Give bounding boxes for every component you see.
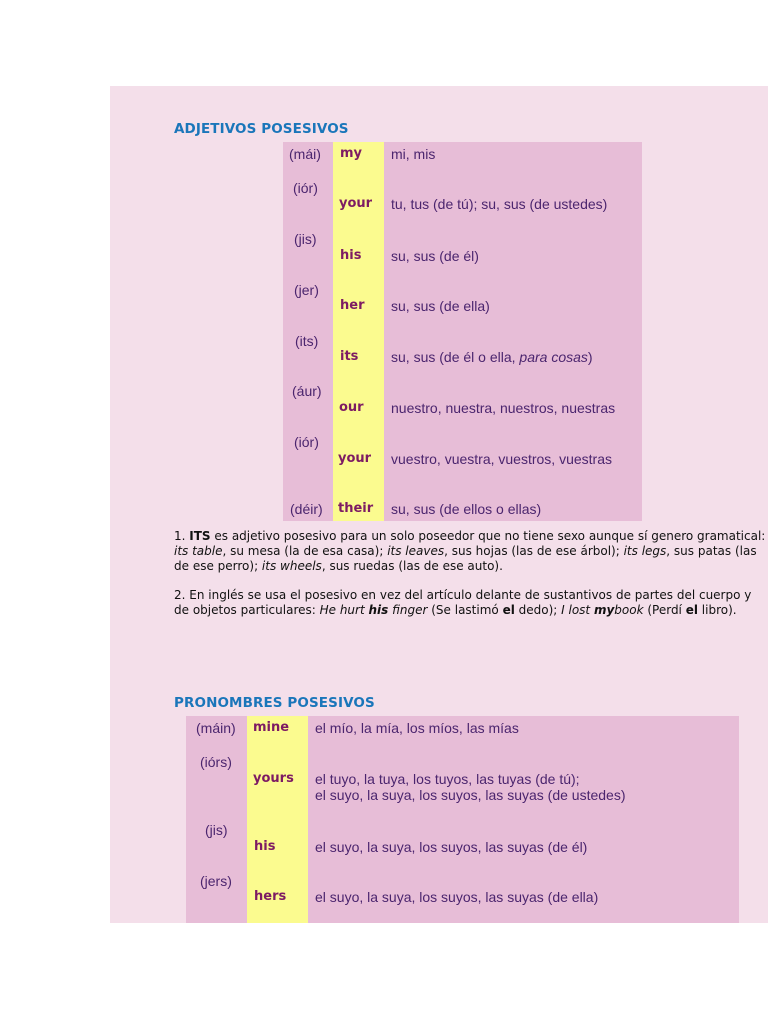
english-word: your	[338, 451, 372, 466]
spanish-meaning: el mío, la mía, los míos, las mías	[315, 720, 519, 736]
adjectives-pron-column	[283, 142, 333, 521]
note-body-parts: 2. En inglés se usa el posesivo en vez del artículo delante de sustantivos de partes del cuerpo y de objetos particulares: He hurt his finger (Se lastimó el dedo); I lost mybook (Perdí el libro).	[174, 588, 752, 617]
pronouns-pron-column	[186, 716, 247, 923]
english-word: my	[340, 146, 363, 161]
english-word: his	[254, 839, 276, 854]
spanish-meaning: el suyo, la suya, los suyos, las suyas (de ella)	[315, 889, 599, 905]
spanish-meaning: mi, mis	[391, 146, 436, 162]
spanish-meaning: vuestro, vuestra, vuestros, vuestras	[391, 451, 612, 467]
pronunciation: (jers)	[200, 873, 232, 889]
pronunciation: (mái)	[289, 146, 321, 162]
spanish-meaning: su, sus (de él)	[391, 248, 479, 264]
pronunciation: (jer)	[294, 282, 319, 298]
spanish-meaning: su, sus (de ella)	[391, 298, 490, 314]
spanish-meaning: nuestro, nuestra, nuestros, nuestras	[391, 400, 616, 416]
english-word: our	[339, 400, 364, 415]
pronunciation: (máin)	[196, 720, 236, 736]
adjectives-title: ADJETIVOS POSESIVOS	[174, 121, 349, 137]
pronunciation: (déir)	[290, 501, 323, 517]
english-word: mine	[253, 720, 290, 735]
spanish-meaning: tu, tus (de tú); su, sus (de ustedes)	[391, 196, 608, 212]
pronunciation: (its)	[295, 333, 319, 349]
pronunciation: (iór)	[293, 180, 318, 196]
spanish-meaning: su, sus (de ellos o ellas)	[391, 501, 542, 517]
pronunciation: (iórs)	[200, 754, 232, 770]
pronunciation: (jis)	[205, 822, 228, 838]
english-word: his	[340, 248, 362, 263]
spanish-meaning-line2: el suyo, la suya, los suyos, las suyas (de ustedes)	[315, 787, 626, 803]
note-its: 1. ITS es adjetivo posesivo para un solo poseedor que no tiene sexo aunque sí genero gramatical: its table, su mesa (la de esa casa); its leaves, sus hojas (las de ese árbol); its legs, sus patas (las de ese perro); its wheels, sus ruedas (las de ese auto).	[174, 529, 766, 573]
spanish-meaning: el suyo, la suya, los suyos, las suyas (de él)	[315, 839, 588, 855]
english-word: her	[340, 298, 365, 313]
spanish-meaning: su, sus (de él o ella, para cosas)	[391, 349, 593, 365]
english-word: hers	[254, 889, 287, 904]
english-word: your	[339, 196, 373, 211]
english-word: yours	[253, 771, 294, 786]
english-word: their	[338, 501, 374, 516]
english-word: its	[340, 349, 359, 364]
pronouns-title: PRONOMBRES POSESIVOS	[174, 695, 375, 711]
pronunciation: (jis)	[294, 231, 317, 247]
pronunciation: (iór)	[294, 434, 319, 450]
spanish-meaning: el tuyo, la tuya, los tuyos, las tuyas (de tú);	[315, 771, 580, 787]
pronunciation: (áur)	[292, 383, 322, 399]
